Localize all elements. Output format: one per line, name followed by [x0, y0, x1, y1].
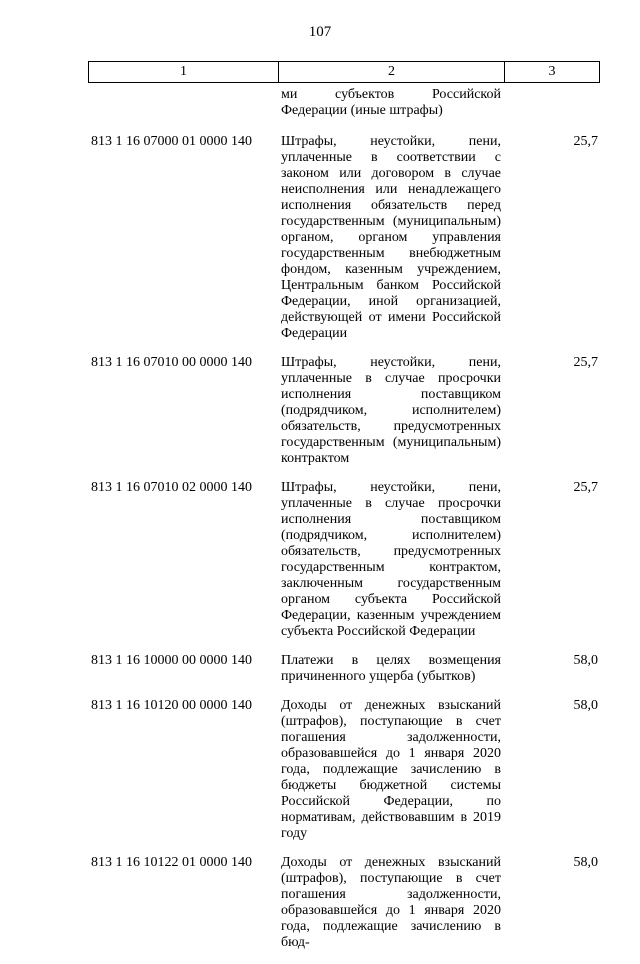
- page-number: 107: [308, 24, 332, 40]
- row-description: Доходы от денежных взысканий (штрафов), поступающие в счет погашения задолженности, образовавшейся до 1 января 2020 года, подлежащие зачислению в бюд-: [281, 855, 501, 950]
- row-amount: 58,0: [573, 698, 598, 713]
- row-description: Штрафы, неустойки, пени, уплаченные в случае просрочки исполнения поставщиком (подрядчиком, исполнителем) обязательств, предусмотренных государственным контрактом, заключенным государственным органом субъекта Российской Федерации, казенным учреждением субъекта Российской Федерации: [281, 480, 501, 639]
- table-row: [88, 698, 600, 842]
- row-description: Штрафы, неустойки, пени, уплаченные в соответствии с законом или договором в случае неисполнения или ненадлежащего исполнения обязательств перед государственным (муниципальным) органом, органом управления государственным внебюджетным фондом, казенным учреждением, Центральным банком Российской Федерации, иной организацией, действующей от имени Российской Федерации: [281, 134, 501, 341]
- table-row: [88, 480, 600, 640]
- row-description: ми субъектов Российской Федерации (иные штрафы): [281, 87, 501, 118]
- row-amount: 58,0: [573, 855, 598, 870]
- budget-code: 813 1 16 07000 01 0000 140: [91, 134, 252, 149]
- row-amount: 25,7: [573, 480, 598, 495]
- budget-code: 813 1 16 10122 01 0000 140: [91, 855, 252, 870]
- table-row: [88, 134, 600, 342]
- row-description: Платежи в целях возмещения причиненного ущерба (убытков): [281, 653, 501, 684]
- budget-code: 813 1 16 10000 00 0000 140: [91, 653, 252, 668]
- row-amount: 25,7: [573, 134, 598, 149]
- table-row: [88, 87, 600, 119]
- row-description: Доходы от денежных взысканий (штрафов), поступающие в счет погашения задолженности, образовавшейся до 1 января 2020 года, подлежащие зачислению в бюджеты бюджетной системы Российской Федерации, по нормативам, действовавшим в 2019 году: [281, 698, 501, 841]
- table-row: [88, 855, 600, 951]
- table-row: [88, 653, 600, 685]
- budget-code: [88, 87, 278, 119]
- column-header-3: 3: [548, 64, 556, 79]
- column-header-2: 2: [279, 62, 505, 82]
- budget-code: 813 1 16 10120 00 0000 140: [91, 698, 252, 713]
- table-body: [88, 87, 600, 964]
- row-amount: 58,0: [573, 653, 598, 668]
- table-header: [88, 61, 600, 83]
- budget-code: 813 1 16 07010 00 0000 140: [91, 355, 252, 370]
- row-description: Штрафы, неустойки, пени, уплаченные в случае просрочки исполнения поставщиком (подрядчиком, исполнителем) обязательств, предусмотренных государственным (муниципальным) контрактом: [281, 355, 501, 466]
- table-row: [88, 355, 600, 467]
- budget-code: 813 1 16 07010 02 0000 140: [91, 480, 252, 495]
- row-amount: 25,7: [573, 355, 598, 370]
- column-header-1: 1: [89, 62, 279, 82]
- row-amount: [501, 87, 600, 119]
